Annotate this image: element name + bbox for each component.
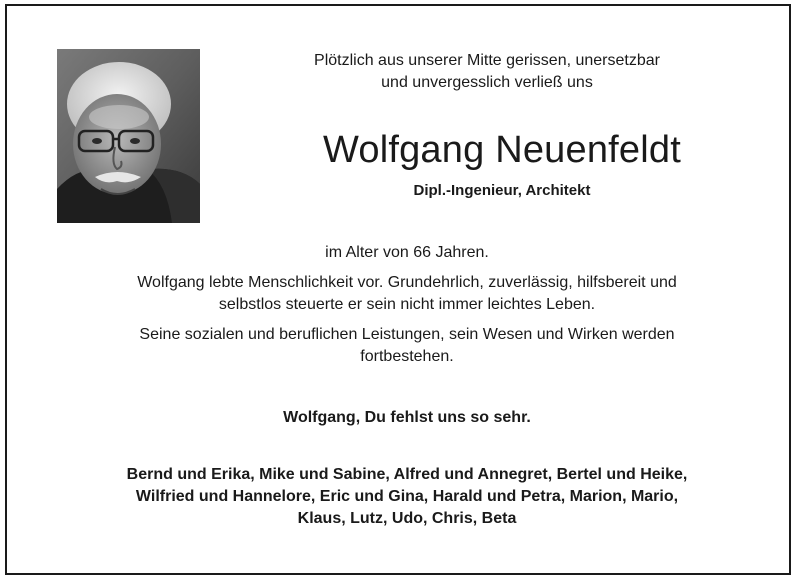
closing-line: Wolfgang, Du fehlst uns so sehr. [283,409,531,426]
mourners-line-2: Wilfried und Hannelore, Eric und Gina, Harald und Petra, Marion, Mario, [135,488,679,505]
intro-line-1: Plötzlich aus unserer Mitte gerissen, unersetzbar [314,52,660,69]
mourners-list [37,464,777,530]
obituary-body [37,242,777,376]
obituary-frame [5,4,791,575]
paragraph-character [37,272,777,316]
mourners-line-1: Bernd und Erika, Mike und Sabine, Alfred und Annegret, Bertel und Heike, [126,466,688,483]
portrait-illustration [57,49,200,223]
deceased-title: Dipl.-Ingenieur, Architekt [413,182,591,199]
paragraph-legacy [37,324,777,368]
portrait-photo [57,49,200,223]
mourners-line-3: Klaus, Lutz, Udo, Chris, Beta [297,510,517,527]
paragraph-2-line-2: fortbestehen. [360,348,454,365]
paragraph-1-line-1: Wolfgang lebte Menschlichkeit vor. Grundehrlich, zuverlässig, hilfsbereit und [137,274,677,291]
deceased-name: Wolfgang Neuenfeldt [322,129,681,171]
paragraph-1-line-2: selbstlos steuerte er sein nicht immer leichtes Leben. [218,296,596,313]
intro-text [257,50,717,94]
age-line: im Alter von 66 Jahren. [325,244,489,261]
paragraph-2-line-1: Seine sozialen und beruflichen Leistungen, sein Wesen und Wirken werden [139,326,675,343]
intro-line-2: und unvergesslich verließ uns [381,74,593,91]
